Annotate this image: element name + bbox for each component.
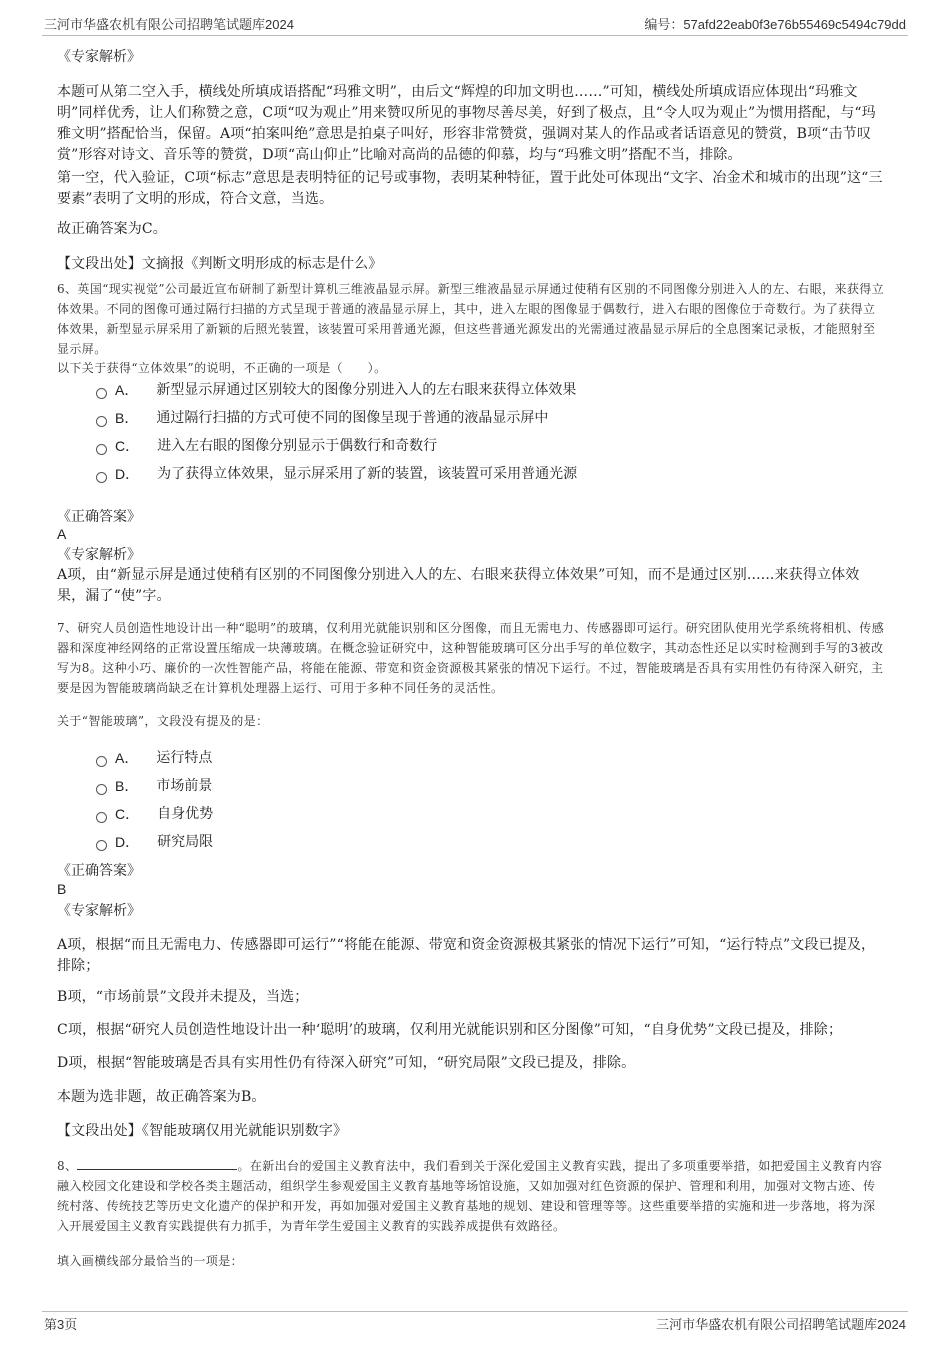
q8-fill-blank (77, 1157, 237, 1170)
q6-question: 以下关于获得“立体效果”的说明，不正确的一项是（ ）。 (57, 361, 387, 375)
option-letter: B． (115, 778, 139, 794)
q6-option-b[interactable] (96, 408, 548, 428)
q8-number: 8、 (57, 1159, 78, 1173)
header-divider (42, 35, 908, 36)
q6-analysis: A项，由“新显示屏是通过使稍有区别的不同图像分别进入人的左、右眼来获得立体效果”可知，而不是通过区别......来获得立体效果，漏了“使”字。 (57, 567, 860, 604)
q6-analysis-title: 《专家解析》 (57, 547, 141, 563)
option-letter: B． (115, 410, 139, 426)
option-letter: C． (115, 806, 140, 822)
radio-icon[interactable] (96, 840, 107, 851)
option-letter: C． (115, 438, 140, 454)
option-letter: D． (115, 466, 140, 482)
q6-option-d[interactable] (96, 464, 577, 484)
q5-analysis-title: 《专家解析》 (57, 49, 141, 65)
option-text: 自身优势 (157, 806, 214, 822)
q5-source: 【文段出处】文摘报《判断文明形成的标志是什么》 (57, 256, 383, 272)
q8-question: 填入画横线部分最恰当的一项是： (57, 1254, 244, 1268)
q7-analysis-b: B项，“市场前景”文段并未提及，当选； (57, 989, 309, 1005)
q7-analysis-a: A项，根据“而且无需电力、传感器即可运行”“将能在能源、带宽和资金资源极其紧张的情况下运行”可知，“运行特点”文段已提及，排除； (57, 937, 876, 974)
option-text: 通过隔行扫描的方式可使不同的图像呈现于普通的液晶显示屏中 (156, 410, 549, 426)
q5-conclusion: 故正确答案为C。 (57, 221, 167, 237)
footer-page-number: 第3页 (44, 1317, 78, 1332)
q7-option-b[interactable] (96, 776, 212, 796)
q5-analysis-para2: 第一空，代入验证，C项“标志”意思是表明特征的记号或事物，表明某种特征，置于此处可体现出“文字、冶金术和城市的出现”这“三要素”表明了文明的形成，符合文意，当选。 (57, 170, 883, 207)
q7-conclusion: 本题为选非题，故正确答案为B。 (57, 1089, 266, 1105)
option-text: 为了获得立体效果，显示屏采用了新的装置，该装置可采用普通光源 (157, 466, 578, 482)
q7-answer-title: 《正确答案》 (57, 863, 141, 879)
radio-icon[interactable] (96, 416, 107, 427)
footer-title: 三河市华盛农机有限公司招聘笔试题库2024 (656, 1317, 906, 1332)
footer-divider (42, 1311, 908, 1312)
q7-option-d[interactable] (96, 832, 213, 852)
radio-icon[interactable] (96, 812, 107, 823)
q6-stem: 6、英国“现实视觉”公司最近宣布研制了新型计算机三维液晶显示屏。新型三维液晶显示屏通过使稍有区别的不同图像分别进入人的左、右眼，来获得立体效果。不同的图像可通过隔行扫描的方式呈现于普通的液晶显示屏上，其中，进入左眼的图像显于偶数行，进入右眼的图像位于奇数行。为了获得立体效果，新型显示屏采用了新颖的后照光装置，该装置可采用普通光源，但这些普通光源发出的光需通过液晶显示屏后的全息图案记录板，才能照射至显示屏。 (57, 282, 885, 356)
option-text: 新型显示屏通过区别较大的图像分别进入人的左右眼来获得立体效果 (156, 382, 577, 398)
q7-answer: B (57, 881, 67, 897)
q6-answer: A (57, 526, 67, 542)
q6-option-a[interactable] (96, 380, 576, 400)
option-letter: A． (115, 750, 139, 766)
q7-option-c[interactable] (96, 804, 213, 824)
q7-analysis-d: D项，根据“智能玻璃是否具有实用性仍有待深入研究”可知，“研究局限”文段已提及，排除。 (57, 1055, 636, 1071)
radio-icon[interactable] (96, 472, 107, 483)
q7-source: 【文段出处】《智能玻璃仅用光就能识别数字》 (57, 1123, 348, 1139)
radio-icon[interactable] (96, 388, 107, 399)
option-text: 研究局限 (157, 834, 214, 850)
q6-answer-title: 《正确答案》 (57, 509, 141, 525)
q7-option-a[interactable] (96, 748, 212, 768)
q7-analysis-c: C项，根据“研究人员创造性地设计出一种‘聪明’的玻璃，仅利用光就能识别和区分图像”可知，“自身优势”文段已提及，排除； (57, 1022, 843, 1038)
radio-icon[interactable] (96, 444, 107, 455)
q7-stem: 7、研究人员创造性地设计出一种“聪明”的玻璃，仅利用光就能识别和区分图像，而且无需电力、传感器即可运行。研究团队使用光学系统将相机、传感器和深度神经网络的正常设置压缩成一块薄玻璃。在概念验证研究中，这种智能玻璃可区分出手写的单位数字，其动态性还足以实时检测到手写的3被改写为8。这种小巧、廉价的一次性智能产品，将能在能源、带宽和资金资源极其紧张的情况下运行。不过，智能玻璃是否具有实用性仍有待深入研究，主要是因为智能玻璃尚缺乏在计算机处理器上运行、可用于多种不同任务的灵活性。 (57, 621, 885, 695)
q7-analysis-title: 《专家解析》 (57, 903, 141, 919)
q5-analysis-para1: 本题可从第二空入手，横线处所填成语搭配“玛雅文明”，由后文“辉煌的印加文明也……”可知，横线处所填成语应体现出“玛雅文明”同样优秀，让人们称赞之意，C项“叹为观止”用来赞叹所见的事物尽善尽美，好到了极点，且“令人叹为观止”为惯用搭配，与“玛雅文明”搭配恰当，保留。A项“拍案叫绝”意思是拍桌子叫好，形容非常赞赏，强调对某人的作品或者话语意见的赞赏，B项“击节叹赏”形容对诗文、音乐等的赞赏，D项“高山仰止”比喻对高尚的品德的仰慕，均与“玛雅文明”搭配不当，排除。 (57, 84, 876, 163)
option-letter: A． (115, 382, 139, 398)
q8-stem-text: 。在新出台的爱国主义教育法中，我们看到关于深化爱国主义教育实践，提出了多项重要举措，如把爱国主义教育内容融入校园文化建设和学校各类主题活动，组织学生参观爱国主义教育基地等场馆设施，又如加强对红色资源的保护、管理和利用，加强对文物古迹、传统村落、传统技艺等历史文化遗产的保护和开发，再如加强对爱国主义教育基地的规划、建设和管理等等。这些重要举措的实施和进一步落地，将为深入开展爱国主义教育实践提供有力抓手，为青年学生爱国主义教育的实践养成提供有效路径。 (57, 1159, 883, 1233)
option-letter: D． (115, 834, 140, 850)
q7-question: 关于“智能玻璃”，文段没有提及的是： (57, 714, 269, 728)
q8-stem (57, 1156, 887, 1236)
radio-icon[interactable] (96, 784, 107, 795)
option-text: 进入左右眼的图像分别显示于偶数行和奇数行 (157, 438, 438, 454)
option-text: 运行特点 (156, 750, 213, 766)
header-title: 三河市华盛农机有限公司招聘笔试题库2024 (44, 17, 294, 32)
q6-option-c[interactable] (96, 436, 437, 456)
option-text: 市场前景 (156, 778, 213, 794)
radio-icon[interactable] (96, 756, 107, 767)
header-doc-id: 编号：57afd22eab0f3e76b55469c5494c79dd (644, 17, 906, 32)
